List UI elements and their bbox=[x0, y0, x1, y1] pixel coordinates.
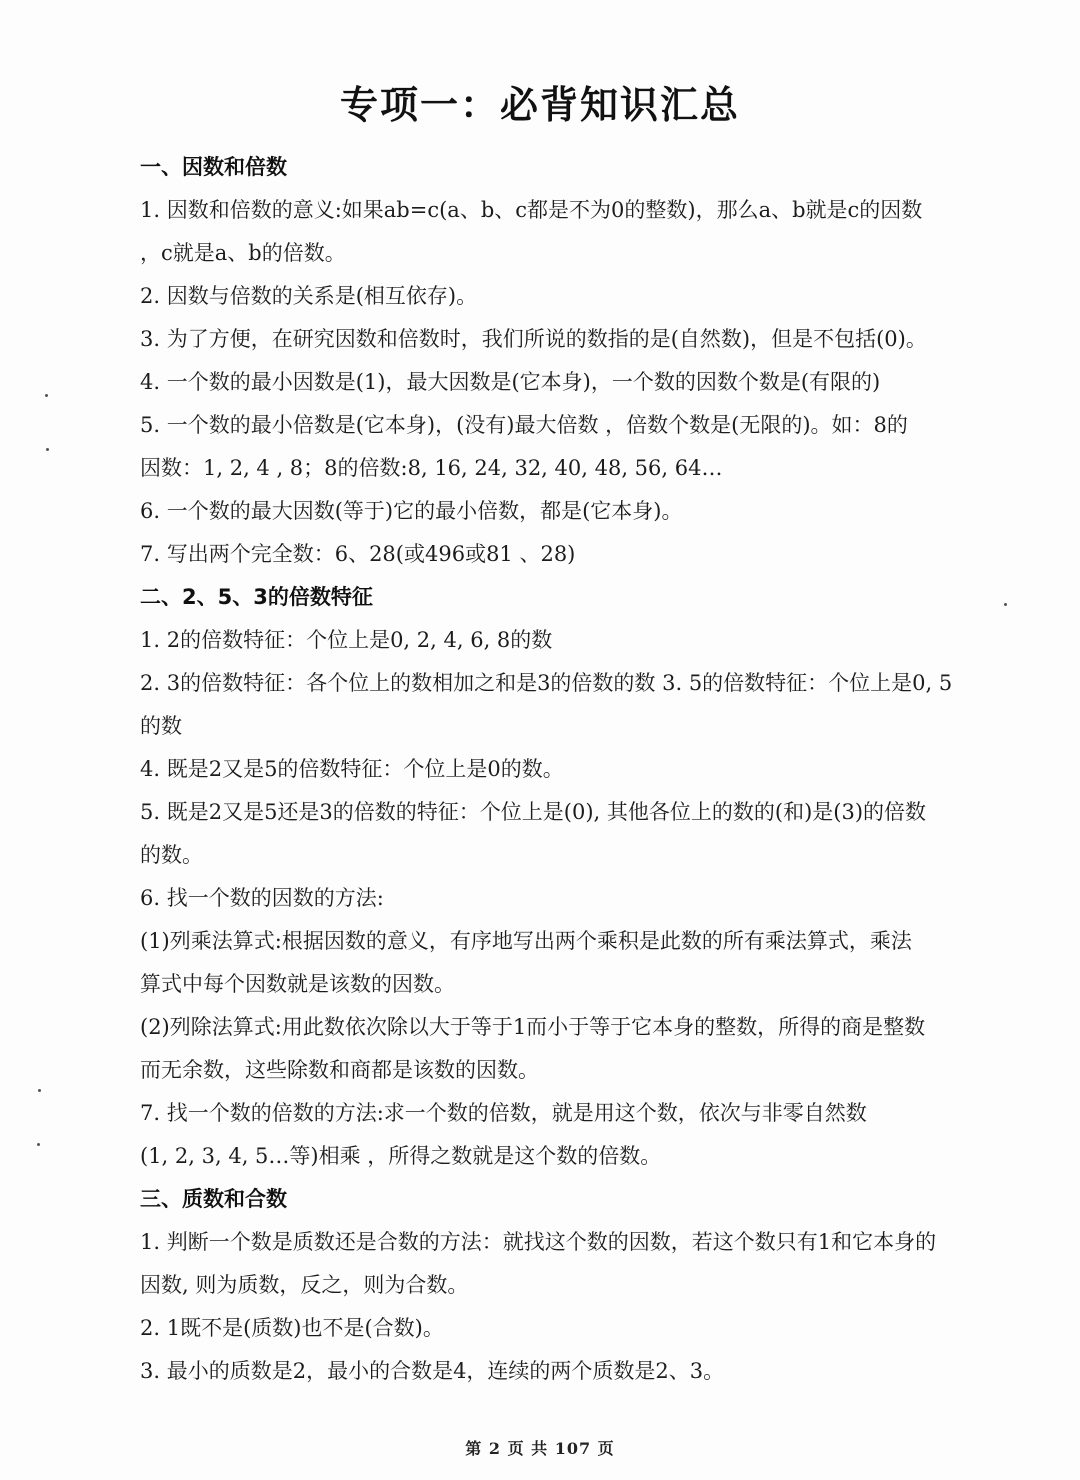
scan-speck bbox=[38, 1089, 41, 1092]
text-line: 而无余数，这些除数和商都是该数的因数。 bbox=[140, 1058, 539, 1082]
text-line: 算式中每个因数就是该数的因数。 bbox=[140, 972, 455, 996]
text-line: ，c就是a、b的倍数。 bbox=[140, 241, 346, 265]
text-line: 1. 判断一个数是质数还是合数的方法：就找这个数的因数，若这个数只有1和它本身的 bbox=[140, 1230, 937, 1254]
text-line: 因数：1, 2, 4 , 8；8的倍数:8, 16, 24, 32, 40, 48, 56, 64… bbox=[140, 456, 723, 480]
text-line: 7. 找一个数的倍数的方法:求一个数的倍数，就是用这个数，依次与非零自然数 bbox=[140, 1101, 867, 1125]
text-line: 4. 一个数的最小因数是(1)，最大因数是(它本身)，一个数的因数个数是(有限的) bbox=[140, 370, 881, 394]
text-line: 6. 找一个数的因数的方法: bbox=[140, 886, 384, 910]
scan-speck bbox=[37, 1143, 40, 1146]
text-line: 的数 bbox=[140, 714, 182, 738]
text-line: 因数, 则为质数，反之，则为合数。 bbox=[140, 1273, 469, 1297]
text-line: 的数。 bbox=[140, 843, 203, 867]
section-heading: 一、因数和倍数 bbox=[140, 155, 287, 179]
text-line: 1. 因数和倍数的意义:如果ab=c(a、b、c都是不为0的整数)，那么a、b就是c的因数 bbox=[140, 198, 923, 222]
text-line: 5. 既是2又是5还是3的倍数的特征：个位上是(0), 其他各位上的数的(和)是(3)的倍数 bbox=[140, 800, 927, 824]
scan-speck bbox=[1004, 603, 1007, 606]
text-line: 5. 一个数的最小倍数是(它本身)，(没有)最大倍数 ，倍数个数是(无限的)。如：8的 bbox=[140, 413, 908, 437]
text-line: 3. 最小的质数是2，最小的合数是4，连续的两个质数是2、3。 bbox=[140, 1359, 725, 1383]
text-line: 7. 写出两个完全数：6、28(或496或81 、28) bbox=[140, 542, 576, 566]
text-line: 2. 因数与倍数的关系是(相互依存)。 bbox=[140, 284, 478, 308]
text-line: 4. 既是2又是5的倍数特征：个位上是0的数。 bbox=[140, 757, 564, 781]
text-line: 3. 为了方便，在研究因数和倍数时，我们所说的数指的是(自然数)，但是不包括(0)。 bbox=[140, 327, 927, 351]
scan-speck bbox=[46, 448, 49, 451]
text-line: 2. 1既不是(质数)也不是(合数)。 bbox=[140, 1316, 444, 1340]
text-line: 2. 3的倍数特征：各个位上的数相加之和是3的倍数的数 3. 5的倍数特征：个位上是0, 5 bbox=[140, 671, 953, 695]
text-line: (1, 2, 3, 4, 5…等)相乘 ，所得之数就是这个数的倍数。 bbox=[140, 1144, 662, 1168]
scan-speck bbox=[45, 394, 48, 397]
content-body bbox=[140, 146, 1010, 1393]
text-line: (2)列除法算式:用此数依次除以大于等于1而小于等于它本身的整数，所得的商是整数 bbox=[140, 1015, 926, 1039]
text-line: (1)列乘法算式:根据因数的意义，有序地写出两个乘积是此数的所有乘法算式，乘法 bbox=[140, 929, 912, 953]
text-line: 1. 2的倍数特征：个位上是0, 2, 4, 6, 8的数 bbox=[140, 628, 553, 652]
page-title: 专项一：必背知识汇总 bbox=[339, 83, 740, 127]
section-heading: 三、质数和合数 bbox=[140, 1187, 287, 1211]
section-heading: 二、2、5、3的倍数特征 bbox=[140, 585, 373, 609]
text-line: 6. 一个数的最大因数(等于)它的最小倍数，都是(它本身)。 bbox=[140, 499, 683, 523]
page-footer: 第 2 页 共 107 页 bbox=[465, 1439, 615, 1458]
